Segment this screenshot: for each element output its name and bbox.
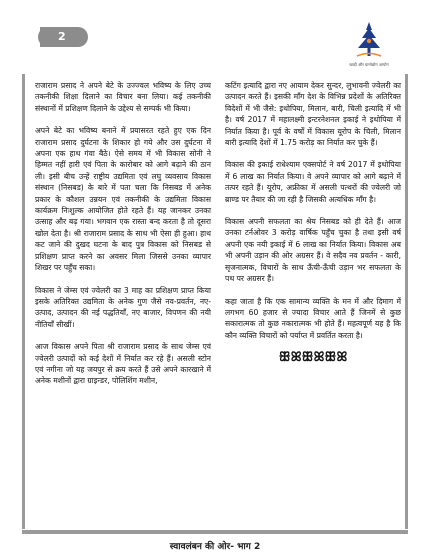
right-column [225,80,401,364]
paragraph: विकास की इकाई राधेश्याम एक्सपोर्ट ने वर्ष 2017 में इथोपिया में 6 लाख का निर्यात किया। वे अपने व्यापार को आगे बढ़ाने में तत्पर रहते हैं। यूरोप, अफ्रीका में असली पत्थरों की ज्वेलरी जो ब्राण्ड पर तैयार की जा रही है जिसकी अत्यधिक माँग है। [225,160,401,204]
paragraph: विकास अपनी सफलता का श्रेय निसबड को ही देते हैं। आज उनका टर्नओवर 3 करोड़ वार्षिक पहुँच चुका है तथा इसी वर्ष अपनी एक नयी इकाई में 6 लाख का निर्यात किया। विकास अब भी अपनी उड़ान की ओर अग्रसर हैं। वे सदैव नव प्रवर्तन - कारी, सृजनात्मक, विचारों के साथ ऊँची-ऊँची उड़ान भर सफलता के पथ पर अग्रसर हैं। [225,217,401,284]
ornament-divider: ꕥꕤꕥꕤꕥꕤ [278,350,348,366]
paragraph: कटिंग इत्यादि द्वारा नए आयाम देकर सुन्दर, लुभावनी ज्वेलरी का उत्पादन करते हैं। इसकी माँग देश के विभिन्न प्रदेशों के अतिरिक्त विदेशों में भी जैसे: इथोपिया, मिलान, बारी, चिली इत्यादि में भी है। वर्ष 2017 में महालक्ष्मी इन्टरनेशनल इकाई ने इथोपिया में निर्यात किया है। पूर्व के वर्षों में विकास यूरोप के चिली, मिलान बारी इत्यादि देशों में 1.75 करोड़ का निर्यात कर चुके हैं। [225,81,401,148]
footer-title: स्वावलंबन की ओर- भाग 2 [169,542,261,552]
paragraph: आज विकास अपने पिता श्री राजाराम प्रसाद के साथ जेम्स एवं ज्वेलरी उत्पादों को कई देशों में निर्यात कर रहे हैं। असली स्टोन एवं नगीना जो यह जयपुर से क्रय करते हैं उसे अपने कारखाने में अनेक मशीनों द्वारा ग्राइन्डर, पोलिशिंग मशीन, [35,342,211,386]
paragraph: अपने बेटे का भविष्य बनाने में प्रयासरत रहते हुए एक दिन राजाराम प्रसाद दुर्घटना के शिकार हो गये और उस दुर्घटना में अपना एक हाथ गंवा बैठे। ऐसे समय में भी विकास सोनी ने हिम्मत नहीं हारी एवं पिता के कारोबार को आगे बढ़ाने की ठान ली। इसी बीच उन्हें राष्ट्रीय उद्यमिता एवं लघु व्यवसाय विकास संस्थान (निसबड) के बारे में पता चला कि निसबड में अनेक प्रकार के कौशल उन्नयन एवं तकनीकी के उद्यमिता विकास कार्यक्रम निःशुल्क आयोजित होते रहते हैं। यह जानकर उनका उत्साह और बढ़ गया। भगवान एक रास्ता बन्द करता है तो दूसरा खोल देता है। श्री राजाराम प्रसाद के साथ भी ऐसा ही हुआ। हाथ कट जाने की दुखद घटना के बाद पुत्र विकास को निसबड से प्रशिक्षण प्राप्त करने का अवसर मिला जिससे उनका व्यापार शिखर पर पहुँच सका। [35,126,211,273]
page-number: 2 [58,30,66,43]
footer [0,530,430,556]
left-column [35,80,211,387]
footer-rule [22,530,408,534]
article-body [22,74,408,529]
kvic-logo-icon [349,20,389,60]
page-number-tab [40,27,88,47]
paragraph: कहा जाता है कि एक सामान्य व्यक्ति के मन में और दिमाग में लगभग 60 हजार से ज्यादा विचार आते हैं जिनमें से कुछ सकारात्मक तो कुछ नकारात्मक भी होते हैं। महत्वपूर्ण यह है कि कौन व्यक्ति विचारों को पर्याप्त में प्रवर्तित करता है। [225,296,401,340]
logo-caption: खादी और ग्रामोद्योग आयोग [349,62,389,67]
paragraph: राजाराम प्रसाद ने अपने बेटे के उज्ज्वल भविष्य के लिए उच्च तकनीकी शिक्षा दिलाने का विचार बना लिया। कई तकनीकी संस्थानों में प्रशिक्षण दिलाने के उद्देश्य से सम्पर्क भी किया। [35,81,211,113]
paragraph: विकास ने जेम्स एवं ज्वेलरी का 3 माह का प्रशिक्षण प्राप्त किया इसके अतिरिक्त उद्यमिता के अनेक गुण जैसे नव-प्रवर्तन, नए-उत्पाद, उत्पादन की नई पद्धतियाँ, नए बाजार, विपणन की नयी नीतियाँ सीखीं। [35,285,211,329]
